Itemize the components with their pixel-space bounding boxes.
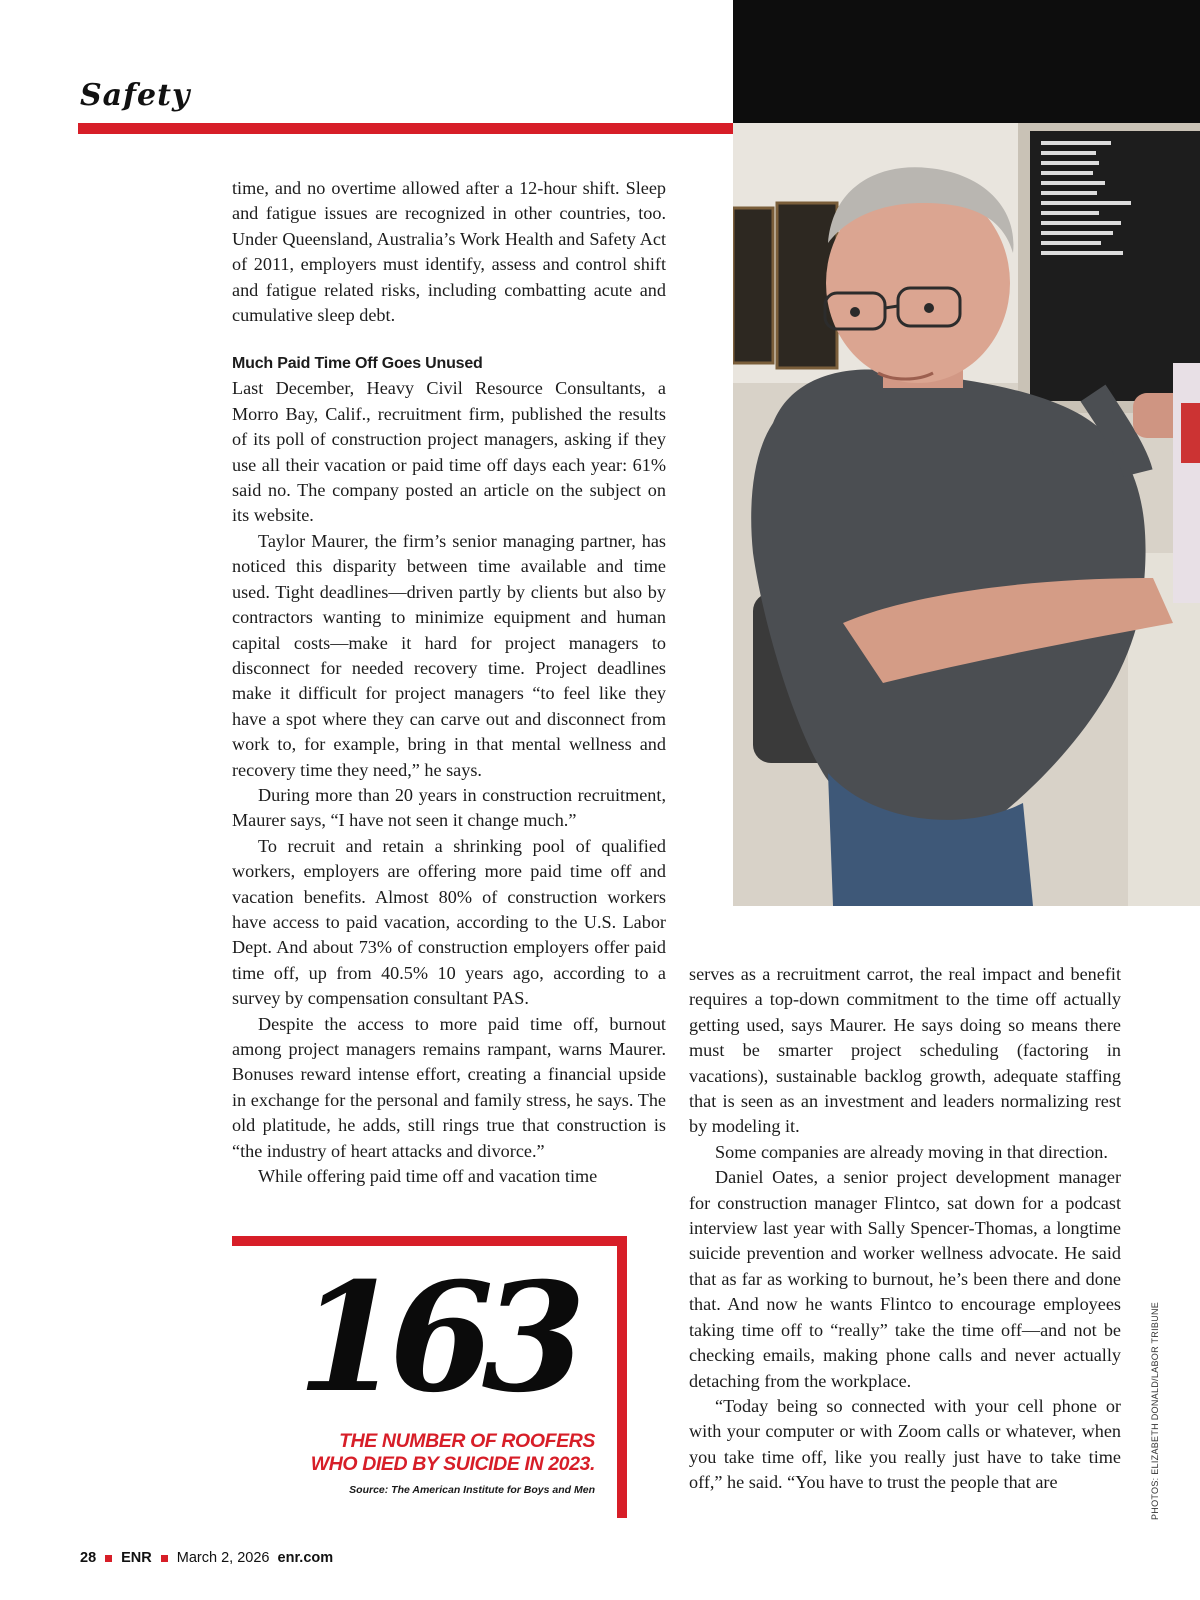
- paragraph: “Today being so connected with your cell phone or with your computer or with Zoom calls or whatever, when you take time off, like you really just have to take time off,” he said. “You have to trust the people that are: [689, 1395, 1121, 1493]
- article-column-1: [232, 176, 666, 1189]
- paragraph: During more than 20 years in construction recruitment, Maurer says, “I have not seen it change much.”: [232, 784, 666, 831]
- footer-site: enr.com: [277, 1550, 334, 1567]
- stat-box-top-rule: [232, 1236, 627, 1246]
- footer-brand: ENR: [121, 1550, 152, 1567]
- stat-caption: [250, 1430, 595, 1476]
- stat-number: 163: [296, 1250, 575, 1426]
- stat-caption-line-2: WHO DIED BY SUICIDE IN 2023.: [310, 1453, 595, 1475]
- paragraph: To recruit and retain a shrinking pool of qualified workers, employers are offering more paid time off and vacation benefits. Almost 80% of construction workers have access to paid vacation, according to the U.S. Labor Dept. And about 73% of construction employers offer paid time off, up from 40.5% 10 years ago, according to a survey by compensation consultant PAS.: [232, 835, 666, 1009]
- paragraph: Despite the access to more paid time off, burnout among project managers remains rampant, warns Maurer. Bonuses reward intense effort, creating a financial upside in exchange for the personal and family stress, he says. The old platitude, he adds, still rings true that construction is “the industry of heart attacks and divorce.”: [232, 1013, 666, 1161]
- stat-caption-line-1: THE NUMBER OF ROOFERS: [339, 1430, 595, 1452]
- page-footer: [80, 1550, 333, 1566]
- photo-illustration: [733, 123, 1200, 906]
- stat-source: Source: The American Institute for Boys and Men: [349, 1484, 595, 1496]
- paragraph: Daniel Oates, a senior project development manager for construction manager Flintco, sat down for a podcast interview last year with Sally Spencer-Thomas, a longtime suicide prevention and worker wellness advocate. He said that as far as working to burnout, he’s been there and done that. And now he wants Flintco to encourage employees taking time off to “really” take the time off—and not be checking emails, making phone calls and never actually detaching from the workplace.: [689, 1167, 1121, 1391]
- photo-credit: PHOTOS: ELIZABETH DONALD/LABOR TRIBUNE: [1150, 1301, 1160, 1520]
- footer-date: March 2, 2026: [176, 1550, 270, 1567]
- article-photo: [733, 123, 1200, 906]
- paragraph: Last December, Heavy Civil Resource Consultants, a Morro Bay, Calif., recruitment firm, published the results of its poll of construction project managers, asking if they use all their vacation or paid time off days each year: 61% said no. The company posted an article on the subject on its website.: [232, 378, 666, 526]
- paragraph: time, and no overtime allowed after a 12-hour shift. Sleep and fatigue issues are recognized in other countries, too. Under Queensland, Australia’s Work Health and Safety Act of 2011, employers must identify, assess and control shift and fatigue related risks, including combatting acute and cumulative sleep debt.: [232, 178, 666, 326]
- footer-separator-icon: [161, 1555, 168, 1562]
- paragraph: Taylor Maurer, the firm’s senior managing partner, has noticed this disparity between time available and time used. Tight deadlines—driven partly by clients but also by contractors wanting to minimize equipment and human capital costs—make it hard for project managers to disconnect for needed recovery time. Project deadlines make it difficult for project managers “to feel like they have a spot where they can carve out and disconnect from work to, for example, bring in that mental wellness and recovery time they need,” he says.: [232, 530, 666, 780]
- page-number: 28: [80, 1550, 97, 1567]
- article-column-2: [689, 962, 1121, 1496]
- section-label: Safety: [80, 78, 191, 113]
- subhead: Much Paid Time Off Goes Unused: [232, 355, 483, 373]
- paragraph: serves as a recruitment carrot, the real impact and benefit requires a top-down commitment to the time off actually getting used, says Maurer. He says doing so means there must be smarter project scheduling (factoring in vacations), sustainable backlog growth, adequate staffing that is seen as an investment and leaders normalizing rest by modeling it.: [689, 964, 1121, 1137]
- paragraph: Some companies are already moving in that direction.: [715, 1141, 1108, 1162]
- paragraph: While offering paid time off and vacation time: [258, 1166, 598, 1187]
- header-red-rule: [78, 123, 733, 134]
- photo-top-black-bar: [733, 0, 1200, 123]
- footer-separator-icon: [105, 1555, 112, 1562]
- stat-box-side-rule: [617, 1236, 627, 1518]
